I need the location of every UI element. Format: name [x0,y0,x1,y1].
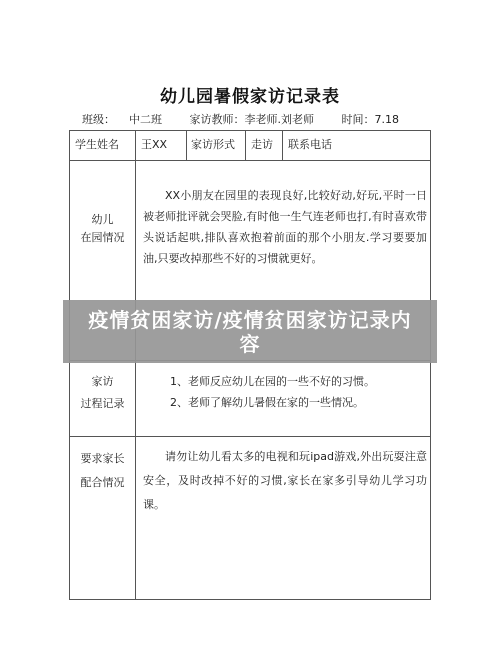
performance-text: XX小朋友在园里的表现良好,比较好动,好玩,平时一日被老师批评就会哭脸,有时他一生气连老师也打,有时喜欢带头说话起哄,排队喜欢抱着前面的那个小朋友.学习要要加油,只要改掉那些不好的习惯就更好。 [143,189,427,265]
performance-label: 幼儿 在园情况 [80,213,125,244]
student-name-label: 学生姓名 [75,138,119,151]
document-meta [82,111,423,127]
overlay-title: 疫情贫困家访/疫情贫困家访记录内 容 [88,308,412,356]
document-title: 幼儿园暑假家访记录表 [160,87,340,107]
process-item: 2、老师了解幼儿暑假在家的一些情况。 [170,396,364,409]
visit-form-label: 家访形式 [191,138,235,151]
column-divider [135,131,136,599]
column-divider [282,131,283,160]
row-divider [70,436,430,437]
row-divider [70,160,430,161]
cooperation-label: 要求家长 配合情况 [80,452,125,489]
teacher-info: 家访教师：李老师.刘老师 [189,113,314,126]
visit-form-value: 走访 [251,138,273,151]
title-overlay-banner [63,300,437,363]
cooperation-text: 请勿让幼儿看太多的电视和玩ipad游戏,外出玩耍注意安全，及时改掉不好的习惯,家长在家多引导幼儿学习功课。 [143,450,427,511]
column-divider [245,131,246,160]
process-label: 家访 过程记录 [80,375,125,410]
process-items [170,371,420,413]
class-info: 班级： 中二班 [82,113,162,126]
phone-label: 联系电话 [288,138,332,151]
time-info: 时间：7.18 [341,113,399,126]
column-divider [186,131,187,160]
student-name-value: 王XX [141,138,168,151]
record-table [69,130,431,600]
process-item: 1、老师反应幼儿在园的一些不好的习惯。 [170,375,375,388]
